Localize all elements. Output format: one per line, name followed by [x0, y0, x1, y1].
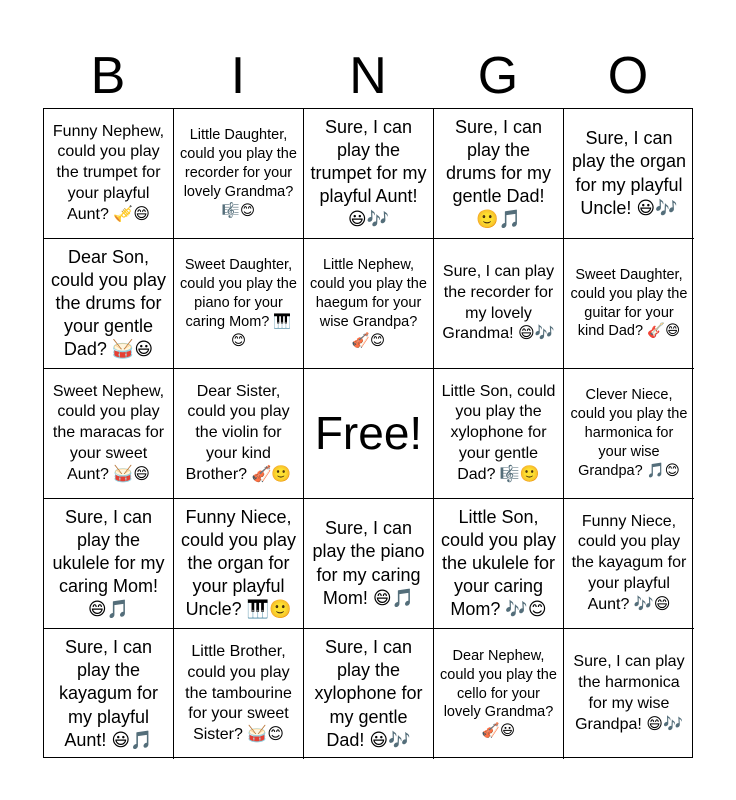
bingo-cell[interactable]: Sure, I can play the drums for my gentle Dad! 🙂🎵 — [434, 109, 564, 239]
bingo-cell[interactable]: Funny Niece, could you play the kayagum for your playful Aunt? 🎶😄 — [564, 499, 694, 629]
bingo-cell[interactable]: Sure, I can play the kayagum for my playful Aunt! 😃🎵 — [44, 629, 174, 759]
bingo-cell[interactable]: Dear Sister, could you play the violin for your kind Brother? 🎻🙂 — [174, 369, 304, 499]
bingo-cell[interactable]: Sweet Nephew, could you play the maracas for your sweet Aunt? 🥁😄 — [44, 369, 174, 499]
bingo-cell[interactable]: Little Brother, could you play the tambourine for your sweet Sister? 🥁😊 — [174, 629, 304, 759]
header-letter-b: B — [90, 47, 126, 105]
free-space-cell[interactable]: Free! — [304, 369, 434, 499]
bingo-cell[interactable]: Little Daughter, could you play the recorder for your lovely Grandma? 🎼😊 — [174, 109, 304, 239]
bingo-header — [43, 44, 693, 108]
bingo-cell[interactable]: Sure, I can play the xylophone for my gentle Dad! 😃🎶 — [304, 629, 434, 759]
bingo-cell[interactable]: Sure, I can play the recorder for my lovely Grandma! 😄🎶 — [434, 239, 564, 369]
bingo-cell[interactable]: Sure, I can play the trumpet for my playful Aunt! 😃🎶 — [304, 109, 434, 239]
bingo-cell[interactable]: Sure, I can play the organ for my playful Uncle! 😃🎶 — [564, 109, 694, 239]
bingo-cell[interactable]: Sure, I can play the piano for my caring Mom! 😄🎵 — [304, 499, 434, 629]
bingo-cell[interactable]: Sure, I can play the harmonica for my wise Grandpa! 😄🎶 — [573, 653, 685, 733]
header-letter-i: I — [230, 47, 246, 105]
bingo-cell[interactable]: Clever Niece, could you play the harmonica for your wise Grandpa? 🎵😊 — [564, 369, 694, 499]
header-letter-o: O — [607, 47, 649, 105]
bingo-grid — [43, 108, 693, 758]
bingo-cell[interactable]: Little Son, could you play the xylophone for your gentle Dad? 🎼🙂 — [434, 369, 564, 499]
bingo-cell[interactable]: Little Son, could you play the ukulele for your caring Mom? 🎶😊 — [434, 499, 564, 629]
header-letter-n: N — [349, 47, 387, 105]
bingo-cell[interactable]: Funny Nephew, could you play the trumpet for your playful Aunt? 🎺😄 — [44, 109, 174, 239]
bingo-cell[interactable]: Sweet Daughter, could you play the piano for your caring Mom? 🎹😊 — [174, 239, 304, 369]
bingo-cell[interactable]: Sweet Daughter, could you play the guitar for your kind Dad? 🎸😄 — [564, 239, 694, 369]
bingo-cell[interactable]: Little Nephew, could you play the haegum for your wise Grandpa? 🎻😊 — [304, 239, 434, 369]
bingo-cell[interactable]: Funny Niece, could you play the organ for your playful Uncle? 🎹🙂 — [174, 499, 304, 629]
bingo-cell[interactable]: Dear Son, could you play the drums for your gentle Dad? 🥁😃 — [44, 239, 174, 369]
bingo-cell[interactable]: Dear Nephew, could you play the cello for your lovely Grandma? 🎻😃 — [434, 629, 564, 759]
bingo-cell[interactable]: Sure, I can play the ukulele for my caring Mom! 😄🎵 — [44, 499, 174, 629]
header-letter-g: G — [477, 47, 519, 105]
